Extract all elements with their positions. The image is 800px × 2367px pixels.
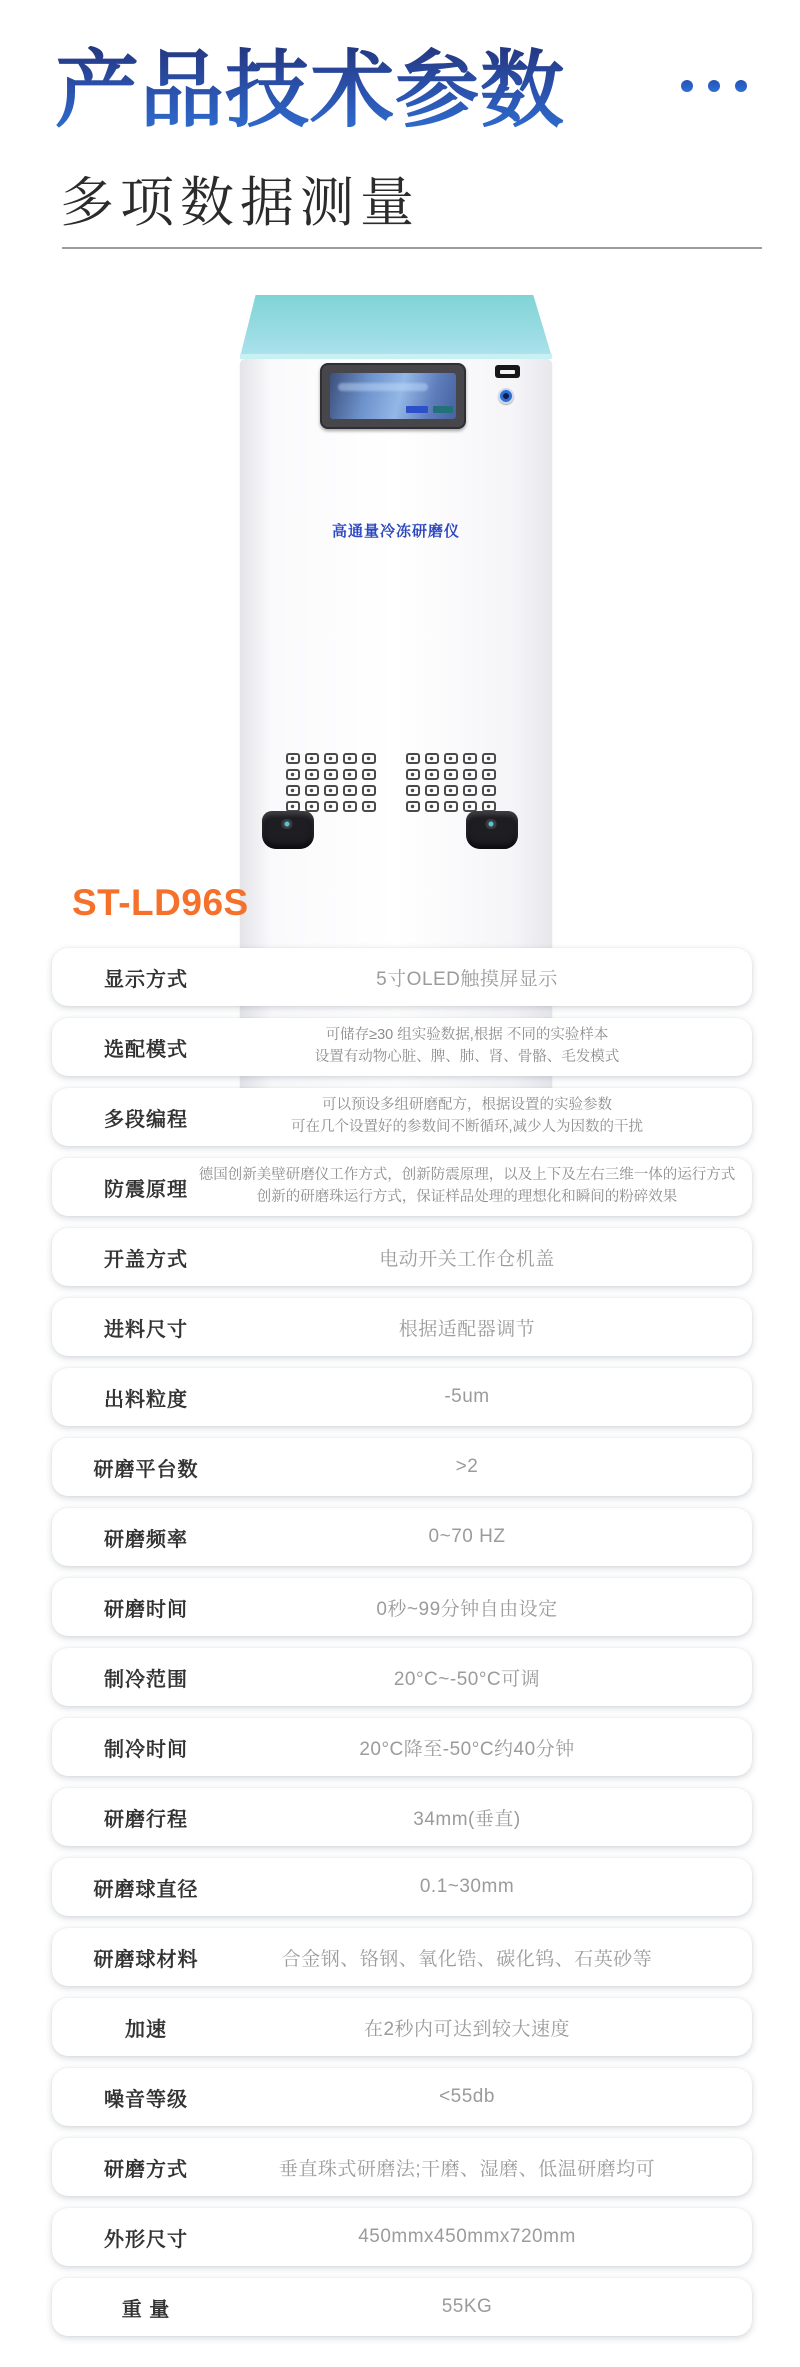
model-number: ST-LD96S bbox=[72, 882, 249, 923]
vent-hole bbox=[343, 801, 357, 812]
spec-label: 重 量 bbox=[121, 2298, 171, 2321]
vent-hole bbox=[286, 785, 300, 796]
spec-value-line: 可在几个设置好的参数间不断循环,减少人为因数的干扰 bbox=[290, 1119, 644, 1135]
spec-label: 研磨球材料 bbox=[93, 1948, 199, 1971]
spec-value-line: 450mmx450mmx720mm bbox=[358, 2226, 576, 2247]
spec-label: 防震原理 bbox=[104, 1178, 188, 1201]
spec-row bbox=[52, 2208, 752, 2266]
spec-value-line: 设置有动物心脏、脾、肺、肾、骨骼、毛发模式 bbox=[314, 1049, 620, 1065]
screen-glow bbox=[338, 383, 428, 391]
spec-value-line: 电动开关工作仓机盖 bbox=[379, 1248, 555, 1270]
spec-value-line: 0秒~99分钟自由设定 bbox=[376, 1598, 558, 1620]
spec-row bbox=[52, 2278, 752, 2336]
spec-row bbox=[52, 1788, 752, 1846]
spec-value-line: 20°C降至-50°C约40分钟 bbox=[359, 1738, 575, 1760]
spec-label: 多段编程 bbox=[104, 1108, 188, 1131]
caster-wheel-right bbox=[466, 811, 518, 849]
spec-label: 制冷范围 bbox=[104, 1668, 188, 1691]
spec-value-line: 可储存≥30 组实验数据,根据 不同的实验样本 bbox=[325, 1027, 609, 1044]
spec-row bbox=[52, 1508, 752, 1566]
header-divider bbox=[62, 247, 762, 249]
vent-hole bbox=[343, 769, 357, 780]
spec-label: 外形尺寸 bbox=[104, 2228, 188, 2251]
spec-row bbox=[52, 1438, 752, 1496]
machine-top-panel bbox=[240, 295, 552, 357]
vent-hole bbox=[343, 785, 357, 796]
touchscreen-display bbox=[330, 373, 456, 419]
spec-value-line: 0~70 HZ bbox=[428, 1526, 506, 1547]
vent-hole bbox=[324, 785, 338, 796]
vent-hole bbox=[324, 753, 338, 764]
spec-row bbox=[52, 2068, 752, 2126]
vent-hole bbox=[463, 753, 477, 764]
vent-hole bbox=[425, 801, 439, 812]
spec-label: 选配模式 bbox=[104, 1038, 188, 1061]
vent-hole bbox=[305, 769, 319, 780]
spec-label: 研磨频率 bbox=[104, 1528, 188, 1551]
spec-value-line: -5um bbox=[444, 1386, 490, 1407]
vent-hole bbox=[425, 769, 439, 780]
vent-hole bbox=[362, 769, 376, 780]
spec-row bbox=[52, 2138, 752, 2196]
spec-label: 研磨时间 bbox=[104, 1598, 188, 1621]
page-title: 产品技术参数 bbox=[55, 40, 566, 139]
vent-hole bbox=[305, 801, 319, 812]
spec-row bbox=[52, 1228, 752, 1286]
spec-row bbox=[52, 1858, 752, 1916]
spec-row bbox=[52, 1298, 752, 1356]
vent-hole bbox=[444, 769, 458, 780]
vent-hole bbox=[482, 785, 496, 796]
vent-hole bbox=[324, 769, 338, 780]
spec-row bbox=[52, 948, 752, 1006]
spec-value-line: 34mm(垂直) bbox=[413, 1808, 521, 1830]
spec-value-line: 可以预设多组研磨配方，根据设置的实验参数 bbox=[322, 1097, 612, 1114]
vent-hole bbox=[305, 753, 319, 764]
machine-illustration bbox=[240, 295, 552, 853]
vent-grid-left bbox=[286, 753, 376, 812]
spec-label: 研磨平台数 bbox=[93, 1458, 199, 1481]
power-emblem-icon bbox=[498, 388, 514, 404]
vent-hole bbox=[343, 753, 357, 764]
spec-row bbox=[52, 1648, 752, 1706]
spec-list bbox=[52, 948, 752, 2348]
spec-row bbox=[52, 1718, 752, 1776]
usb-stripe bbox=[500, 370, 515, 374]
spec-value-line: 20°C~-50°C可调 bbox=[393, 1668, 541, 1690]
spec-row bbox=[52, 1018, 752, 1076]
vent-hole bbox=[444, 753, 458, 764]
spec-value-line: 合金钢、铬钢、氧化锆、碳化钨、石英砂等 bbox=[281, 1948, 653, 1970]
spec-value-line: 德国创新美壁研磨仪工作方式，创新防震原理，以及上下及左右三维一体的运行方式 bbox=[198, 1167, 736, 1184]
vent-hole bbox=[425, 753, 439, 764]
spec-value-line: <55db bbox=[439, 2086, 495, 2107]
touchscreen bbox=[320, 363, 466, 429]
vent-hole bbox=[286, 769, 300, 780]
ellipsis-dots-icon bbox=[681, 80, 747, 92]
dot-icon bbox=[735, 80, 747, 92]
spec-value-line: >2 bbox=[455, 1456, 479, 1477]
vent-hole bbox=[482, 753, 496, 764]
vent-hole bbox=[286, 753, 300, 764]
spec-label: 加速 bbox=[125, 2018, 167, 2041]
vent-hole bbox=[305, 785, 319, 796]
spec-label: 进料尺寸 bbox=[104, 1318, 188, 1341]
vent-hole bbox=[362, 753, 376, 764]
vent-hole bbox=[406, 801, 420, 812]
page-subtitle: 多项数据测量 bbox=[60, 171, 420, 234]
spec-label: 出料粒度 bbox=[104, 1388, 188, 1411]
vent-hole bbox=[425, 785, 439, 796]
vent-hole bbox=[362, 801, 376, 812]
spec-value-line: 0.1~30mm bbox=[419, 1876, 515, 1897]
spec-row bbox=[52, 1928, 752, 1986]
spec-label: 研磨方式 bbox=[104, 2158, 188, 2181]
screen-button bbox=[433, 406, 453, 413]
spec-row bbox=[52, 1158, 752, 1216]
vent-hole bbox=[463, 769, 477, 780]
vent-hole bbox=[406, 753, 420, 764]
spec-value-line: 55KG bbox=[441, 2296, 493, 2317]
spec-row bbox=[52, 1368, 752, 1426]
usb-port bbox=[495, 365, 520, 378]
dot-icon bbox=[681, 80, 693, 92]
machine-brand-label: 高通量冷冻研磨仪 bbox=[331, 523, 460, 540]
vent-hole bbox=[324, 801, 338, 812]
spec-value-line: 创新的研磨珠运行方式，保证样品处理的理想化和瞬间的粉碎效果 bbox=[256, 1189, 678, 1205]
screen-button bbox=[406, 406, 428, 413]
spec-label: 研磨球直径 bbox=[93, 1878, 199, 1901]
spec-row bbox=[52, 1088, 752, 1146]
spec-value-line: 5寸OLED触摸屏显示 bbox=[376, 968, 558, 990]
vent-hole bbox=[444, 785, 458, 796]
vent-hole bbox=[406, 785, 420, 796]
vent-hole bbox=[406, 769, 420, 780]
spec-row bbox=[52, 1578, 752, 1636]
vent-hole bbox=[362, 785, 376, 796]
vent-hole bbox=[444, 801, 458, 812]
spec-value-line: 在2秒内可达到较大速度 bbox=[363, 2018, 571, 2040]
vent-grid-right bbox=[406, 753, 496, 812]
spec-label: 开盖方式 bbox=[104, 1248, 188, 1271]
spec-label: 制冷时间 bbox=[104, 1738, 188, 1761]
caster-wheel-left bbox=[262, 811, 314, 849]
spec-label: 噪音等级 bbox=[104, 2088, 188, 2111]
dot-icon bbox=[708, 80, 720, 92]
spec-label: 显示方式 bbox=[104, 968, 188, 991]
spec-row bbox=[52, 1998, 752, 2056]
vent-hole bbox=[482, 769, 496, 780]
spec-label: 研磨行程 bbox=[104, 1808, 188, 1831]
spec-value-line: 根据适配器调节 bbox=[398, 1318, 536, 1340]
spec-value-line: 垂直珠式研磨法;干磨、湿磨、低温研磨均可 bbox=[278, 2158, 656, 2180]
vent-hole bbox=[463, 785, 477, 796]
